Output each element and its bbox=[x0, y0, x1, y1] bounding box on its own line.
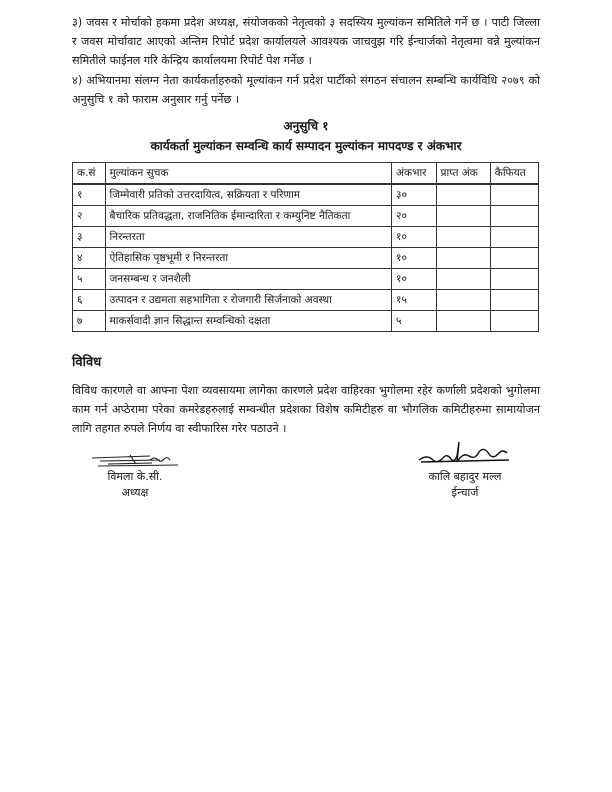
header-obtained: प्राप्त अंक bbox=[436, 163, 490, 185]
table-row bbox=[73, 248, 539, 269]
table-row bbox=[73, 269, 539, 290]
handwritten-signature-icon bbox=[90, 452, 180, 468]
cell-weight: १० bbox=[392, 248, 437, 269]
cell-sn: ५ bbox=[73, 269, 106, 290]
cell-sn: ६ bbox=[73, 290, 106, 311]
signatory-name: कालि बहादुर मल्ल bbox=[428, 470, 502, 483]
evaluation-table bbox=[72, 162, 539, 332]
cell-indicator: ऐतिहासिक पृष्ठभूमी र निरन्तरता bbox=[105, 248, 391, 269]
cell-obtained bbox=[436, 269, 490, 290]
table-row bbox=[73, 311, 539, 332]
cell-weight: २० bbox=[392, 206, 437, 227]
signatory-name: विमला के.सी. bbox=[107, 470, 163, 483]
cell-weight: ५ bbox=[392, 311, 437, 332]
cell-sn: ७ bbox=[73, 311, 106, 332]
cell-remarks bbox=[490, 206, 538, 227]
cell-weight: १० bbox=[392, 269, 437, 290]
cell-remarks bbox=[490, 227, 538, 248]
cell-obtained bbox=[436, 206, 490, 227]
cell-remarks bbox=[490, 269, 538, 290]
cell-obtained bbox=[436, 290, 490, 311]
cell-indicator: माकर्सवादी ज्ञान सिद्धान्त सम्वन्धिको दक्षता bbox=[105, 311, 391, 332]
cell-remarks bbox=[490, 248, 538, 269]
cell-indicator: बैचारिक प्रतिवद्धता, राजनितिक ईमान्दारिता र कम्युनिष्ट नैतिकता bbox=[105, 206, 391, 227]
cell-remarks bbox=[490, 290, 538, 311]
cell-weight: १० bbox=[392, 227, 437, 248]
cell-obtained bbox=[436, 227, 490, 248]
table-row bbox=[73, 227, 539, 248]
signature-block-chair bbox=[80, 452, 190, 500]
cell-obtained bbox=[436, 248, 490, 269]
misc-heading: विविध bbox=[72, 355, 102, 370]
cell-remarks bbox=[490, 311, 538, 332]
cell-sn: २ bbox=[73, 206, 106, 227]
cell-weight: १५ bbox=[392, 290, 437, 311]
header-indicator: मुल्यांकन सुचक bbox=[105, 163, 391, 185]
signatory-role: ईन्चार्ज bbox=[451, 486, 479, 499]
cell-indicator: जनसम्बन्ध र जनशैली bbox=[105, 269, 391, 290]
cell-sn: ४ bbox=[73, 248, 106, 269]
header-sn: क.सं bbox=[73, 163, 106, 185]
signature-block-incharge bbox=[400, 440, 530, 500]
signatory-role: अध्यक्ष bbox=[121, 486, 149, 499]
paragraph-4: ४) अभियानमा संलग्न नेता कार्यकर्ताहरुको मूल्यांकन गर्न प्रदेश पार्टीको संगठन संचालन सम्बन्धि कार्यविधि २०७९ को अनुसुचि १ को फाराम अनुसार गर्नु पर्नेछ । bbox=[72, 74, 540, 106]
header-remarks: कैफियत bbox=[490, 163, 538, 185]
handwritten-signature-icon bbox=[415, 440, 515, 468]
paragraph-3: ३) जवस र मोर्चाको हकमा प्रदेश अध्यक्ष, संयोजकको नेतृत्वको ३ सदस्यिय मुल्यांकन समितिले गर्ने छ । पाटी जिल्ला र जवस मोर्चावाट आएको अन्तिम रिपोर्ट प्रदेश कार्यालयले आवश्यक जाचवुझ गरि ईन्चार्जको नेतृत्वमा वन्ने मुल्यांकन समितीले फाईनल गरि केन्द्रिय कार्यालयमा रिपोर्ट पेश गर्नेछ । bbox=[72, 16, 540, 67]
misc-paragraph: विविध कारणले वा आफ्ना पेशा व्यवसायमा लागेका कारणले प्रदेश वाहिरका भुगोलमा रहेर कर्णाली प्रदेशको भुगोलमा काम गर्न अप्ठेरामा परेका कमरेडहरुलाई सम्वन्धीत प्रदेशका विशेष कमिटीहरु वा भौगलिक कमिटीहरुमा सामायोजन लागि तहगत रुपले निर्णय वा स्वीफारिस गरेर पठाउने । bbox=[72, 384, 540, 435]
table-row bbox=[73, 206, 539, 227]
table-row bbox=[73, 184, 539, 206]
table-header-row bbox=[73, 163, 539, 185]
cell-sn: १ bbox=[73, 184, 106, 206]
cell-weight: ३० bbox=[392, 184, 437, 206]
cell-indicator: उत्पादन र उद्यमता सहभागिता र रोजगारी सिर्जनाको अवस्था bbox=[105, 290, 391, 311]
annex-title: कार्यकर्ता मुल्यांकन सम्वन्धि कार्य सम्पादन मुल्यांकन मापदण्ड र अंकभार bbox=[150, 139, 462, 153]
cell-obtained bbox=[436, 311, 490, 332]
cell-obtained bbox=[436, 184, 490, 206]
cell-indicator: जिम्मेवारी प्रतिको उत्तरदायित्व, सक्रियता र परिणाम bbox=[105, 184, 391, 206]
header-weight: अंकभार bbox=[392, 163, 437, 185]
cell-indicator: निरन्तरता bbox=[105, 227, 391, 248]
cell-sn: ३ bbox=[73, 227, 106, 248]
cell-remarks bbox=[490, 184, 538, 206]
annex-label: अनुसुचि १ bbox=[283, 119, 329, 133]
table-row bbox=[73, 290, 539, 311]
